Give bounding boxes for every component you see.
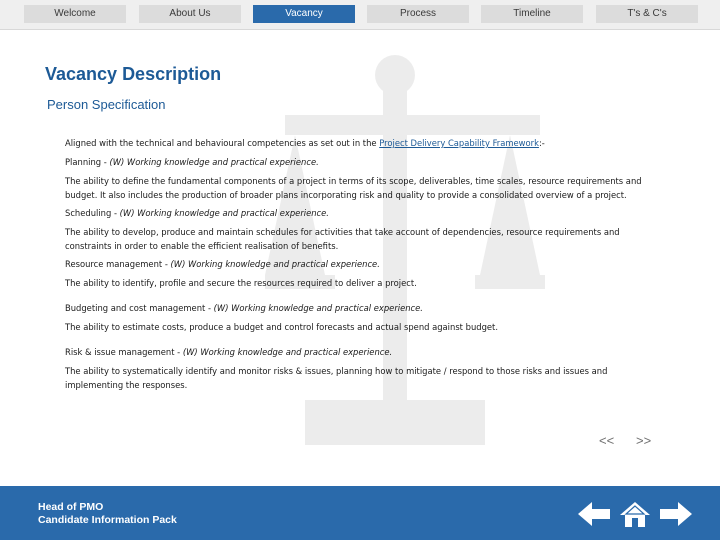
footer-caption: Head of PMO Candidate Information Pack (38, 501, 177, 526)
competency-heading: Scheduling - (W) Working knowledge and practical experience. (65, 208, 329, 218)
person-specification (65, 136, 660, 392)
forward-arrow-icon[interactable] (658, 500, 692, 528)
back-arrow-icon[interactable] (578, 500, 612, 528)
footer-bar (0, 486, 720, 540)
competency-description: The ability to systematically identify and monitor risks & issues, planning how to mitigate / respond to those risks and issues and implementing the responses. (65, 366, 608, 390)
tab-process[interactable]: Process (367, 5, 469, 23)
competency-heading: Resource management - (W) Working knowledge and practical experience. (65, 259, 380, 269)
tab-about-us[interactable]: About Us (139, 5, 241, 23)
tab-vacancy[interactable]: Vacancy (253, 5, 355, 23)
competency-description: The ability to develop, produce and maintain schedules for activities that take account of dependencies, resource requirements and constraints in order to enable the efficient realisation of benefits. (65, 227, 620, 251)
tab-welcome[interactable]: Welcome (24, 5, 126, 23)
competency-description: The ability to identify, profile and secure the resources required to deliver a project. (65, 278, 417, 288)
intro-paragraph: Aligned with the technical and behavioural competencies as set out in the Project Delivery Capability Framework:- (65, 138, 545, 148)
competency-description: The ability to estimate costs, produce a budget and control forecasts and actual spend against budget. (65, 322, 498, 332)
page-title: Vacancy Description (45, 64, 222, 84)
competency-heading: Budgeting and cost management - (W) Working knowledge and practical experience. (65, 303, 423, 313)
previous-page-button[interactable]: << (599, 433, 615, 448)
competency-description: The ability to define the fundamental components of a project in terms of its scope, deliverables, time scales, resource requirements and budget. It also includes the production of broader plans incorporating risk and quality to provide a consolidated overview of a project. (65, 176, 642, 200)
competency-heading: Planning - (W) Working knowledge and practical experience. (65, 157, 319, 167)
competency-heading: Risk & issue management - (W) Working knowledge and practical experience. (65, 347, 393, 357)
tab-timeline[interactable]: Timeline (481, 5, 583, 23)
home-icon[interactable] (618, 500, 652, 528)
tab-ts-and-cs[interactable]: T's & C's (596, 5, 698, 23)
next-page-button[interactable]: >> (636, 433, 652, 448)
capability-framework-link[interactable]: Project Delivery Capability Framework (379, 138, 539, 148)
page-subtitle: Person Specification (47, 97, 166, 112)
top-navigation (0, 0, 720, 30)
